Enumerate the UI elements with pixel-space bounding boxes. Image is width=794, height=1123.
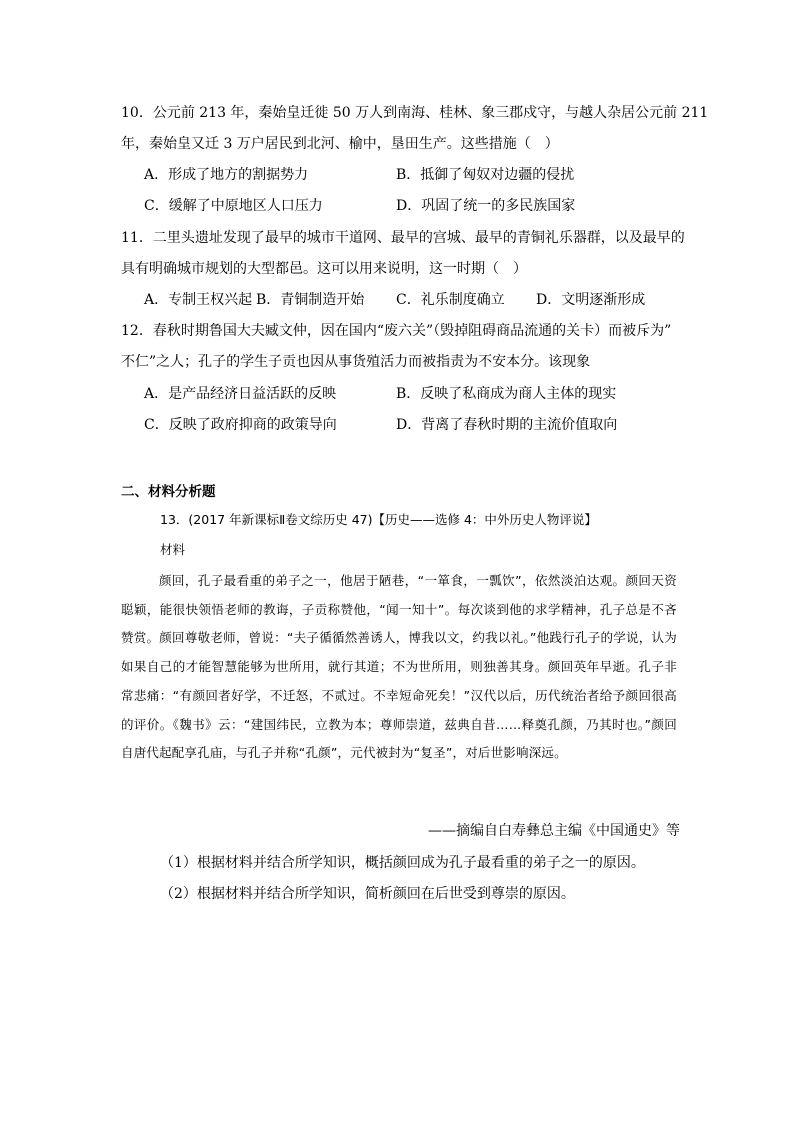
q12-option-c: C．反映了政府抑商的政策导向	[144, 417, 337, 433]
q11-option-b: B．青铜制造开始	[256, 292, 365, 308]
q13-subquestion-2: （2）根据材料并结合所学知识，简析颜回在后世受到尊崇的原因。	[160, 886, 575, 902]
q11-stem-line2: 具有明确城市规划的大型都邑。这可以用来说明，这一时期（ ）	[121, 261, 527, 277]
q11-option-a: A．专制王权兴起	[144, 292, 253, 308]
q12-option-a: A．是产品经济日益活跃的反映	[144, 386, 337, 402]
q12-stem-line1: 12．春秋时期鲁国大夫臧文仲，因在国内“废六关”（毁掉阻碍商品流通的关卡）而被斥为”	[121, 323, 672, 339]
q13-subquestion-1: （1）根据材料并结合所学知识，概括颜回成为孔子最看重的弟子之一的原因。	[160, 855, 645, 871]
section-title: 二、材料分析题	[121, 484, 216, 500]
material-source: ——摘编自白寿彝总主编《中国通史》等	[428, 823, 680, 839]
material-label: 材料	[160, 542, 186, 557]
q10-stem-line2: 年，秦始皇又迁 3 万户居民到北河、榆中，垦田生产。这些措施（ ）	[121, 136, 559, 152]
material-text: 颜回，孔子最看重的弟子之一，他居于陋巷，“一箪食，一瓢饮”，依然淡泊达观。颜回天资聪颖，能很快领悟老师的教诲，子贡称赞他，“闻一知十”。每次谈到他的求学精神，孔子总是不吝赞赏。颜回尊敬老师，曾说：“夫子循循然善诱人，博我以文，约我以礼。”他践行孔子的学说，认为如果自己的才能智慧能够为世所用，就行其道；不为世所用，则独善其身。颜回英年早逝。孔子非常悲痛：“有颜回者好学，不迁怒，不贰过。不幸短命死矣！”汉代以后，历代统治者给予颜回很高的评价。《魏书》云：“建国纬民，立教为本；尊师崇道，兹典自昔……释奠孔颜，乃其时也。”颜回自唐代起配享孔庙，与孔子并称“孔颜”，元代被封为“复圣”，对后世影响深远。	[121, 573, 677, 761]
q12-option-d: D．背离了春秋时期的主流价值取向	[396, 417, 618, 433]
q10-option-c: C．缓解了中原地区人口压力	[144, 198, 323, 214]
q11-option-c: C．礼乐制度确立	[396, 292, 505, 308]
q12-stem-line2: 不仁”之人；孔子的学生子贡也因从事货殖活力而被指责为不安本分。该现象	[121, 354, 591, 370]
q10-option-b: B．抵御了匈奴对边疆的侵扰	[396, 167, 575, 183]
q11-option-d: D．文明逐渐形成	[536, 292, 646, 308]
q11-stem-line1: 11．二里头遗址发现了最早的城市干道网、最早的宫城、最早的青铜礼乐器群，以及最早的	[121, 230, 685, 246]
q10-option-a: A．形成了地方的割据势力	[144, 167, 309, 183]
q13-header: 13．(2017 年新课标Ⅱ卷文综历史 47)【历史——选修 4：中外历史人物评说】	[160, 512, 597, 527]
q12-option-b: B．反映了私商成为商人主体的现实	[396, 386, 617, 402]
q10-option-d: D．巩固了统一的多民族国家	[396, 198, 576, 214]
q10-stem-line1: 10．公元前 213 年，秦始皇迁徙 50 万人到南海、桂林、象三郡戍守，与越人杂居公元前 211	[121, 105, 709, 121]
